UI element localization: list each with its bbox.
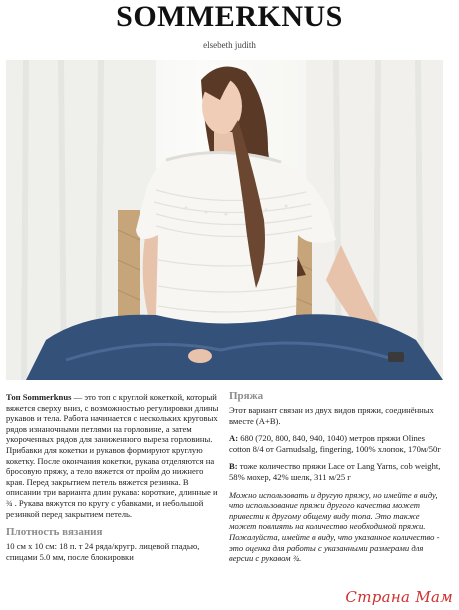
yarn-a-text: 680 (720, 800, 840, 940, 1040) метров пряжи Olines cotton 8/4 от Garnudsalg, fingering, 100% хлопок, 170м/50г xyxy=(229,433,441,454)
yarn-b-label: B: xyxy=(229,461,238,472)
watermark-logo: Страна Мам xyxy=(345,588,453,606)
gauge-heading: Плотность вязания xyxy=(6,526,103,539)
intro-text: — это топ с круглой кокеткой, который вяжется сверху вниз, с возможностью регулировки длины рукавов и тела. Работа начинается с нескольких круговых рядов изнаночными петлями на горловине, а затем укороченных рядов для заниженного выреза горловины. Прибавки для кокетки и рукавов формируют круглую кокетку. После окончания кокетки, рукава отделяются на бросовую пряжу, а тело вяжется от пройм до нижнего края. Перед закрытием петель вяжется резинка. В описании три варианта длин рукава: короткие, длинные и ¾ . Рукава вяжутся по кругу с убавками, и небольшой резинкой перед закрытием петель. xyxy=(6,392,219,519)
yarn-heading: Пряжа xyxy=(229,390,264,402)
model-photo xyxy=(6,60,443,380)
yarn-note: Можно использовать и другую пряжу, но имейте в виду, что использование пряжи другого качества может привести к другому общему виду топа. Это также может повлиять на количество необходимой пряжи. Пожалуйста, имейте в виду, что указанное количество - это оценка для работы с указанными размерами для версии с рукавом ¾. xyxy=(229,489,440,564)
gauge-text: 10 см x 10 см: 18 п. т 24 ряда/кругр. лицевой гладью, спицами 5.0 мм, после блокировки xyxy=(6,541,200,562)
description-column xyxy=(6,390,219,562)
intro-title: Топ Sommerknus xyxy=(6,392,72,402)
yarn-a-label: A: xyxy=(229,433,239,444)
intro-paragraph xyxy=(6,392,219,519)
designer-name: elsebeth judith xyxy=(203,40,256,50)
yarn-intro: Этот вариант связан из двух видов пряжи, соединённых вместе (A+B). xyxy=(229,405,434,426)
yarn-b xyxy=(229,461,447,482)
yarn-a xyxy=(229,433,447,454)
yarn-column xyxy=(229,390,447,564)
pattern-title: SOMMERKNUS xyxy=(116,0,343,33)
yarn-b-text: тоже количество пряжи Lace от Lang Yarns, cob weight, 58% мохер, 42% шелк, 311 м/25 г xyxy=(229,461,441,482)
